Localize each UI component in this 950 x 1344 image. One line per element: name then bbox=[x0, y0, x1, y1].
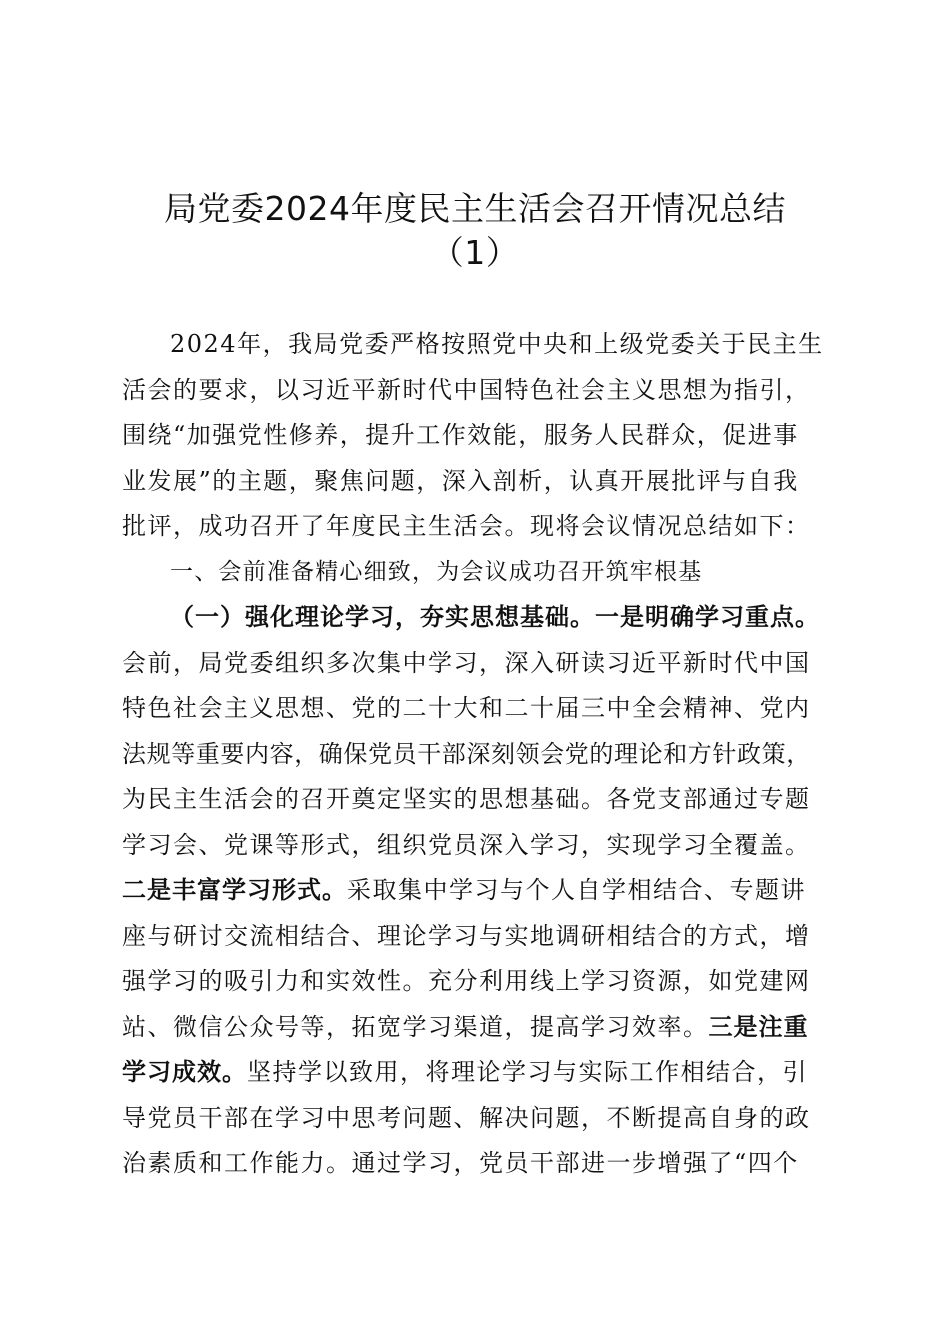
document-title-number: （1） bbox=[430, 233, 520, 272]
text-run: 学习会、党课等形式，组织党员深入学习，实现学习全覆盖。 bbox=[122, 830, 811, 859]
bold-text-run: 二是丰富学习形式。 bbox=[122, 876, 347, 904]
paragraph-line bbox=[122, 413, 822, 459]
paragraph-line bbox=[122, 504, 822, 550]
paragraph-line bbox=[122, 686, 822, 732]
paragraph-line bbox=[122, 322, 822, 368]
paragraph-line bbox=[122, 914, 822, 960]
text-run: 为民主生活会的召开奠定坚实的思想基础。各党支部通过专题 bbox=[122, 785, 811, 813]
paragraph-line bbox=[122, 823, 822, 869]
paragraph-line bbox=[122, 868, 822, 914]
text-run: 活会的要求，以习近平新时代中国特色社会主义思想为指引， bbox=[122, 375, 811, 404]
subsection-heading-line bbox=[122, 595, 822, 641]
paragraph-line bbox=[122, 1141, 822, 1187]
bold-text-run: 三是注重 bbox=[708, 1012, 809, 1041]
paragraph-line bbox=[122, 368, 822, 414]
paragraph-line bbox=[122, 641, 822, 687]
paragraph-line bbox=[122, 1096, 822, 1142]
text-run: 围绕“加强党性修养，提升工作效能，服务人民群众，促进事 bbox=[122, 421, 799, 449]
section-heading bbox=[122, 550, 822, 596]
heading-text: 一、会前准备精心细致，为会议成功召开筑牢根基 bbox=[170, 558, 703, 585]
text-run: 业发展”的主题，聚焦问题，深入剖析，认真开展批评与自我 bbox=[122, 466, 799, 495]
paragraph-line bbox=[122, 777, 822, 823]
document-title: 局党委2024年度民主生活会召开情况总结 bbox=[164, 189, 786, 228]
text-run: 特色社会主义思想、党的二十大和二十届三中全会精神、党内 bbox=[122, 694, 811, 722]
bold-text-run: （一）强化理论学习，夯实思想基础。一是明确学习重点。 bbox=[170, 603, 820, 631]
text-run: 法规等重要内容，确保党员干部深刻领会党的理论和方针政策， bbox=[122, 739, 811, 768]
text-run: 坚持学以致用，将理论学习与实际工作相结合，引 bbox=[247, 1058, 808, 1086]
paragraph-line bbox=[122, 459, 822, 505]
text-run: 座与研讨交流相结合、理论学习与实地调研相结合的方式，增 bbox=[122, 921, 811, 950]
paragraph-line bbox=[122, 732, 822, 778]
text-run: 会前，局党委组织多次集中学习，深入研读习近平新时代中国 bbox=[122, 648, 811, 677]
paragraph-line bbox=[122, 959, 822, 1005]
paragraph-line bbox=[122, 1050, 822, 1096]
bold-text-run: 学习成效。 bbox=[122, 1058, 247, 1086]
paragraph-line bbox=[122, 1005, 822, 1051]
document-body bbox=[122, 322, 822, 1187]
text-run: 批评，成功召开了年度民主生活会。现将会议情况总结如下： bbox=[122, 512, 811, 540]
text-run: 2024年，我局党委严格按照党中央和上级党委关于民主生 bbox=[170, 330, 824, 358]
text-run: 治素质和工作能力。通过学习，党员干部进一步增强了“四个 bbox=[122, 1149, 799, 1177]
text-run: 强学习的吸引力和实效性。充分利用线上学习资源，如党建网 bbox=[122, 967, 811, 995]
text-run: 采取集中学习与个人自学相结合、专题讲 bbox=[347, 876, 806, 904]
text-run: 站、微信公众号等，拓宽学习渠道，提高学习效率。 bbox=[122, 1012, 709, 1041]
text-run: 导党员干部在学习中思考问题、解决问题，不断提高自身的政 bbox=[122, 1103, 811, 1132]
